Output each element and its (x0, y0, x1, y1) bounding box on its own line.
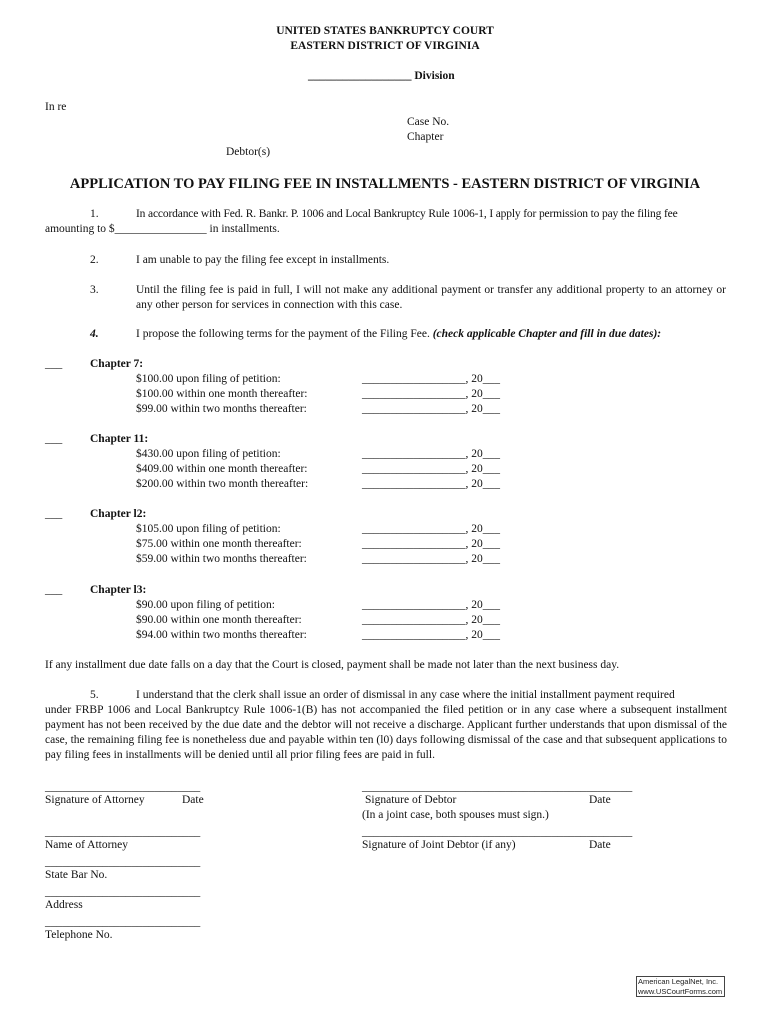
chapter-label: Chapter l3: (90, 584, 147, 596)
division-label: Division (414, 70, 455, 82)
installment-description: $99.00 within two months thereafter: (136, 403, 307, 415)
telephone-line[interactable]: ___________________________ (45, 916, 201, 928)
address-label: Address (45, 899, 83, 911)
debtor-date-label: Date (589, 794, 611, 806)
item-5-first-line: I understand that the clerk shall issue an order of dismissal in any case where the initial installment payment required (136, 689, 675, 701)
attorney-name-label: Name of Attorney (45, 839, 129, 851)
installment-description: $90.00 upon filing of petition: (136, 599, 275, 611)
state-bar-label: State Bar No. (45, 869, 108, 881)
item-3-number: 3. (90, 284, 99, 296)
district-name: EASTERN DISTRICT OF VIRGINIA (290, 40, 480, 52)
installment-due-date-field[interactable]: __________________, 20___ (362, 448, 500, 460)
chapter-label: Chapter 7: (90, 358, 144, 370)
installment-due-date-field[interactable]: __________________, 20___ (362, 373, 500, 385)
chapter-checkbox[interactable]: ___ (45, 358, 63, 370)
item-5-text: under FRBP 1006 and Local Bankruptcy Rule 1006-1(B) has not accompanied the filed petition or in any case where a subsequent installment payment has not been received by the due date and the debtor will not receive a discharge. Applicant further understands that upon dismissal of the case, the remaining filing fee is nonetheless due and payable within ten (l0) days following dismissal of the case and that subsequent applications to pay filing fees in installments will be denied until all prior filing fees are paid in full. (45, 704, 727, 761)
debtors-label: Debtor(s) (226, 146, 271, 158)
installment-description: $430.00 upon filing of petition: (136, 448, 281, 460)
installment-due-date-field[interactable]: __________________, 20___ (362, 553, 500, 565)
chapter-checkbox[interactable]: ___ (45, 584, 63, 596)
installment-due-date-field[interactable]: __________________, 20___ (362, 538, 500, 550)
in-re-label: In re (45, 101, 67, 113)
installment-due-date-field[interactable]: __________________, 20___ (362, 629, 500, 641)
installment-description: $59.00 within two months thereafter: (136, 553, 307, 565)
attorney-signature-line[interactable]: ___________________________ (45, 781, 201, 793)
installment-description: $409.00 within one month thereafter: (136, 463, 308, 475)
item-4-instruction: (check applicable Chapter and fill in due dates): (432, 328, 662, 340)
installment-description: $94.00 within two months thereafter: (136, 629, 307, 641)
item-4-number: 4. (90, 328, 99, 340)
installment-due-date-field[interactable]: __________________, 20___ (362, 403, 500, 415)
attorney-name-line[interactable]: ___________________________ (45, 826, 201, 838)
installment-due-date-field[interactable]: __________________, 20___ (362, 388, 500, 400)
installment-description: $100.00 upon filing of petition: (136, 373, 281, 385)
chapter-label: Chapter (407, 131, 444, 143)
item-3-text: Until the filing fee is paid in full, I will not make any additional payment or transfer any additional property to an attorney or any other person for services in connection with this case. (136, 284, 726, 311)
installment-description: $90.00 within one month thereafter: (136, 614, 302, 626)
debtor-signature-label: Signature of Debtor (365, 794, 457, 806)
joint-debtor-signature-line[interactable]: _______________________________________________ (362, 826, 633, 838)
publisher-url: www.USCourtForms.com (638, 987, 723, 996)
address-line[interactable]: ___________________________ (45, 886, 201, 898)
joint-debtor-signature-label: Signature of Joint Debtor (if any) (362, 839, 516, 851)
installment-description: $75.00 within one month thereafter: (136, 538, 302, 550)
court-name: UNITED STATES BANKRUPTCY COURT (276, 25, 494, 37)
item-2-text: I am unable to pay the filing fee except in installments. (136, 254, 390, 266)
page-title: APPLICATION TO PAY FILING FEE IN INSTALLMENTS - EASTERN DISTRICT OF VIRGINIA (69, 176, 701, 192)
attorney-signature-label: Signature of Attorney (45, 794, 145, 806)
case-no-label: Case No. (407, 116, 450, 128)
division-blank[interactable]: __________________ (308, 70, 412, 82)
installment-description: $100.00 within one month thereafter: (136, 388, 308, 400)
item-2-number: 2. (90, 254, 99, 266)
chapter-checkbox[interactable]: ___ (45, 508, 63, 520)
item-4-text (136, 327, 661, 342)
installment-due-date-field[interactable]: __________________, 20___ (362, 463, 500, 475)
installment-due-date-field[interactable]: __________________, 20___ (362, 614, 500, 626)
item-1-amount-line[interactable]: amounting to $________________ in installments. (45, 223, 280, 235)
item-1-text: In accordance with Fed. R. Bankr. P. 1006 and Local Bankruptcy Rule 1006-1, I apply for permission to pay the filing fee (136, 208, 678, 220)
state-bar-line[interactable]: ___________________________ (45, 856, 201, 868)
publisher-name: American LegalNet, Inc. (638, 977, 719, 986)
installment-due-date-field[interactable]: __________________, 20___ (362, 599, 500, 611)
installment-description: $200.00 within two month thereafter: (136, 478, 309, 490)
joint-debtor-date-label: Date (589, 839, 611, 851)
item-4-statement: I propose the following terms for the payment of the Filing Fee. (136, 328, 430, 340)
installment-due-date-field[interactable]: __________________, 20___ (362, 478, 500, 490)
chapter-checkbox[interactable]: ___ (45, 433, 63, 445)
attorney-date-label: Date (182, 794, 204, 806)
chapter-label: Chapter l2: (90, 508, 147, 520)
publisher-badge (636, 976, 725, 997)
item-1-number: 1. (90, 208, 99, 220)
debtor-signature-line[interactable]: _______________________________________________ (362, 781, 633, 793)
court-closed-note: If any installment due date falls on a day that the Court is closed, payment shall be made not later than the next business day. (45, 659, 620, 671)
installment-due-date-field[interactable]: __________________, 20___ (362, 523, 500, 535)
installment-description: $105.00 upon filing of petition: (136, 523, 281, 535)
item-5-number: 5. (90, 689, 99, 701)
joint-case-note: (In a joint case, both spouses must sign.) (362, 809, 549, 821)
telephone-label: Telephone No. (45, 929, 113, 941)
chapter-label: Chapter 11: (90, 433, 149, 445)
division-line[interactable] (308, 69, 455, 84)
